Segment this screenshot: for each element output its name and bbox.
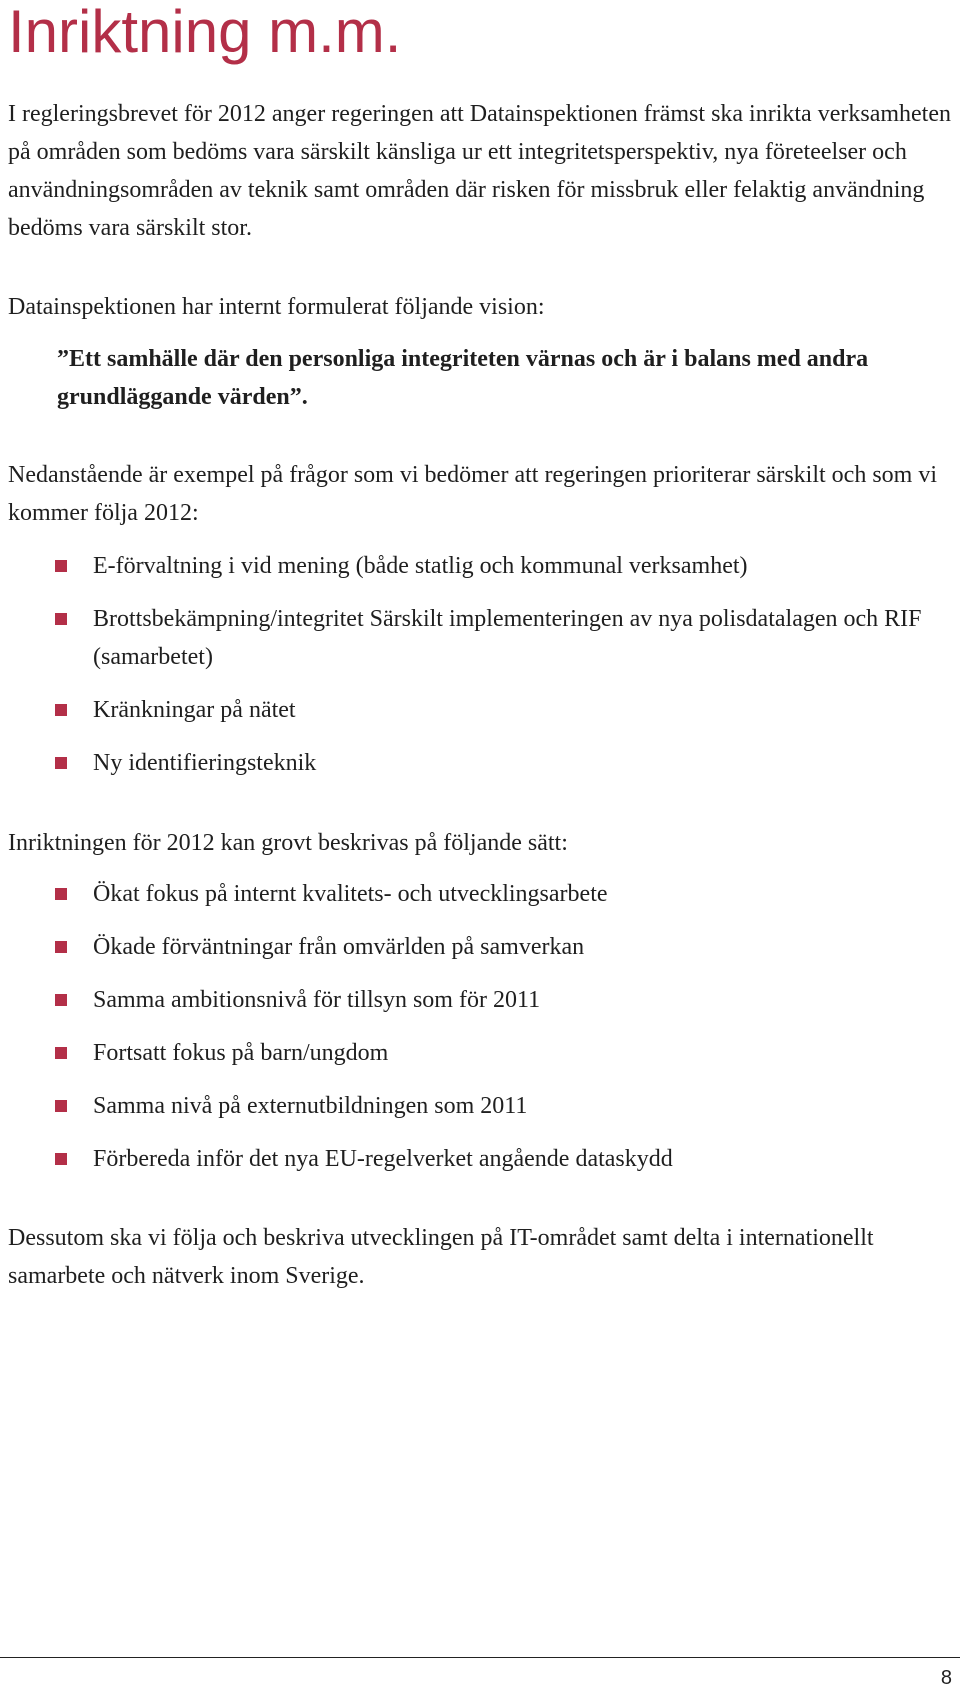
vision-quote: ”Ett samhälle där den personliga integriteten värnas och är i balans med andra grundläggande värden”. xyxy=(57,346,869,410)
square-bullet-icon xyxy=(55,888,67,900)
closing-paragraph: Dessutom ska vi följa och beskriva utvecklingen på IT-området samt delta i internationellt samarbete och nätverk inom Sverige. xyxy=(8,1225,874,1289)
list-item xyxy=(0,691,950,729)
list-item xyxy=(0,981,950,1019)
direction-lead-paragraph: Inriktningen för 2012 kan grovt beskrivas på följande sätt: xyxy=(8,830,568,856)
list-item-text: Kränkningar på nätet xyxy=(93,697,296,723)
page-title: Inriktning m.m. xyxy=(8,0,402,65)
list-item xyxy=(0,1140,950,1178)
square-bullet-icon xyxy=(55,613,67,625)
list-item-text: Brottsbekämpning/integritet Särskilt implementeringen av nya polisdatalagen och RIF (samarbetet) xyxy=(93,606,922,670)
list-item xyxy=(0,875,950,913)
square-bullet-icon xyxy=(55,757,67,769)
list-item xyxy=(0,547,950,585)
list-item xyxy=(0,1087,950,1125)
list-item-text: Ökat fokus på internt kvalitets- och utvecklingsarbete xyxy=(93,881,608,907)
list-item xyxy=(0,744,950,782)
square-bullet-icon xyxy=(55,1153,67,1165)
intro-paragraph: I regleringsbrevet för 2012 anger regeringen att Datainspektionen främst ska inrikta verksamheten på områden som bedöms vara särskilt känsliga ur ett integritetsperspektiv, nya företeelser och användningsområden av teknik samt områden där risken för missbruk eller felaktig användning bedöms vara särskilt stor. xyxy=(8,101,951,241)
list-item-text: E-förvaltning i vid mening (både statlig och kommunal verksamhet) xyxy=(93,553,748,579)
directions-list xyxy=(0,875,950,1193)
square-bullet-icon xyxy=(55,994,67,1006)
square-bullet-icon xyxy=(55,1100,67,1112)
examples-lead-paragraph: Nedanstående är exempel på frågor som vi bedömer att regeringen prioriterar särskilt och som vi kommer följa 2012: xyxy=(8,462,937,526)
list-item xyxy=(0,600,950,676)
list-item xyxy=(0,1034,950,1072)
list-item-text: Förbereda inför det nya EU-regelverket angående dataskydd xyxy=(93,1146,673,1172)
list-item-text: Samma ambitionsnivå för tillsyn som för 2011 xyxy=(93,987,541,1013)
list-item-text: Ny identifieringsteknik xyxy=(93,750,317,776)
square-bullet-icon xyxy=(55,941,67,953)
list-item-text: Fortsatt fokus på barn/ungdom xyxy=(93,1040,389,1066)
square-bullet-icon xyxy=(55,704,67,716)
list-item-text: Samma nivå på externutbildningen som 2011 xyxy=(93,1093,528,1119)
square-bullet-icon xyxy=(55,1047,67,1059)
examples-list xyxy=(0,547,950,797)
footer-divider xyxy=(0,1657,960,1658)
list-item-text: Ökade förväntningar från omvärlden på samverkan xyxy=(93,934,585,960)
vision-lead-paragraph: Datainspektionen har internt formulerat följande vision: xyxy=(8,294,545,320)
list-item xyxy=(0,928,950,966)
square-bullet-icon xyxy=(55,560,67,572)
page-number: 8 xyxy=(940,1667,952,1689)
